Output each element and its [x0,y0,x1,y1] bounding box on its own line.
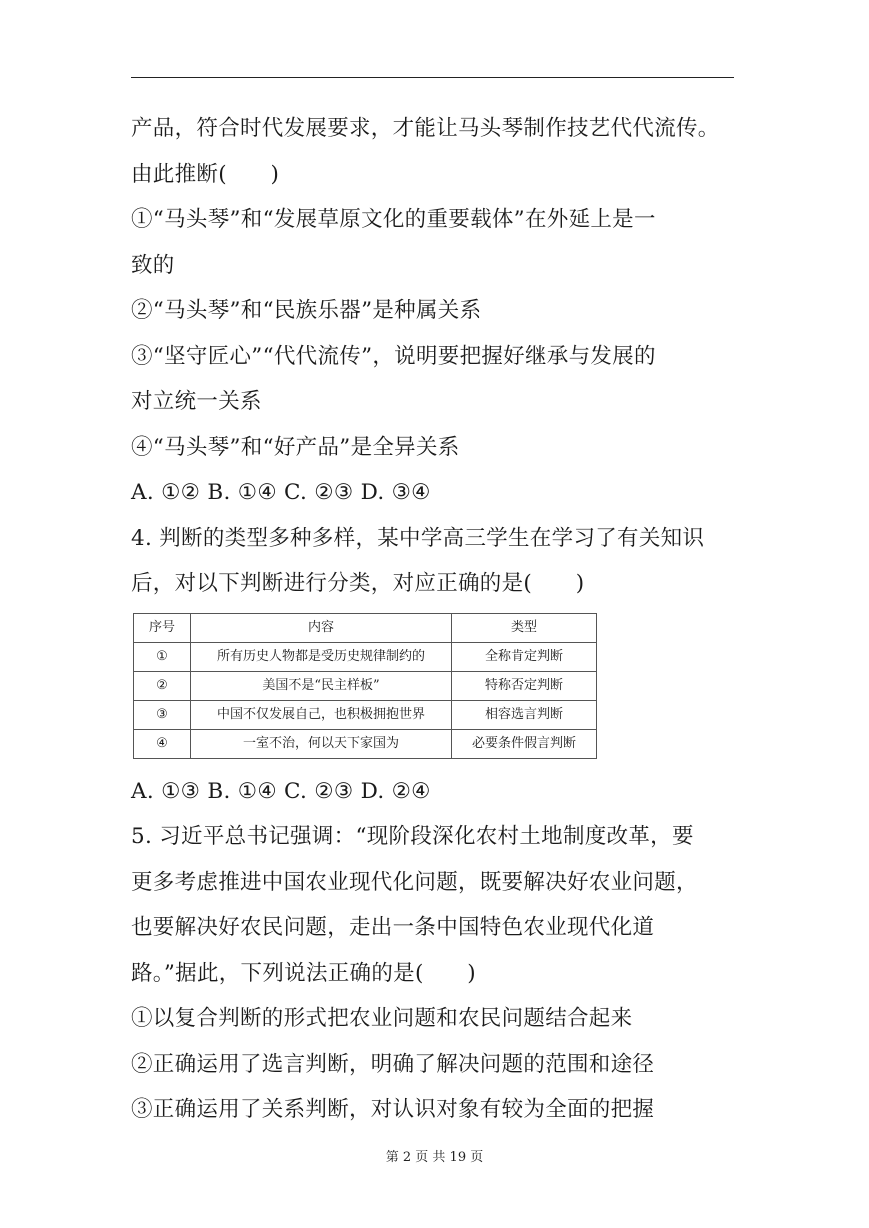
table-cell: ③ [134,700,191,729]
question-4-stem: 4. 判断的类型多种多样，某中学高三学生在学习了有关知识 [131,525,705,551]
table-cell: ① [134,642,191,671]
option-statement: ①以复合判断的形式把农业问题和农民问题结合起来 [131,1006,633,1031]
table-row [134,729,597,758]
header-cell: 内容 [191,613,452,642]
table-row [134,642,597,671]
table-cell: 美国不是“民主样板” [191,671,452,700]
option-statement: ②正确运用了选言判断，明确了解决问题的范围和途径 [131,1051,655,1077]
option-statement: ①“马头琴”和“发展草原文化的重要载体”在外延上是一 [131,207,656,232]
table-row [134,700,597,729]
table-row [134,671,597,700]
table-cell: 所有历史人物都是受历史规律制约的 [191,642,452,671]
table-cell: ④ [134,729,191,758]
option-statement-cont: 对立统一关系 [131,389,262,414]
option-statement: ④“马头琴”和“好产品”是全异关系 [131,434,460,460]
question-stem: 由此推断( ) [131,161,280,187]
text-block-2 [131,769,741,1133]
table-cell: ② [134,671,191,700]
document-body [131,106,741,1133]
table-cell: 中国不仅发展自己，也积极拥抱世界 [191,700,452,729]
judgment-table [133,613,597,759]
text-line: 产品，符合时代发展要求，才能让马头琴制作技艺代代流传。 [131,116,720,141]
option-statement: ②“马头琴”和“民族乐器”是种属关系 [131,298,482,323]
option-statement-cont: 致的 [131,252,175,278]
question-5-stem: 5. 习近平总书记强调：“现阶段深化农村土地制度改革，要 [131,824,694,849]
answer-choices: A. ①③ B. ①④ C. ②③ D. ②④ [131,778,431,804]
table-cell: 必要条件假言判断 [452,729,597,758]
answer-choices: A. ①② B. ①④ C. ②③ D. ③④ [131,480,431,505]
header-cell: 类型 [452,613,597,642]
table-cell: 一室不治，何以天下家国为 [191,729,452,758]
judgment-table-wrap [133,613,741,759]
text-block-1 [131,106,741,607]
table-cell: 全称肯定判断 [452,642,597,671]
option-statement: ③正确运用了关系判断，对认识对象有较为全面的把握 [131,1097,655,1122]
question-5-stem-cont: 更多考虑推进中国农业现代化问题，既要解决好农业问题， [131,869,698,895]
header-rule [131,77,734,78]
table-cell: 特称否定判断 [452,671,597,700]
question-5-stem-cont: 路。”据此，下列说法正确的是( ) [131,960,476,986]
question-4-stem-cont: 后，对以下判断进行分类，对应正确的是( ) [131,571,585,596]
option-statement: ③“坚守匠心”“代代流传”，说明要把握好继承与发展的 [131,343,656,369]
page-number-footer: 第 2 页 共 19 页 [385,1150,484,1165]
header-cell: 序号 [134,613,191,642]
table-cell: 相容选言判断 [452,700,597,729]
table-header-row [134,613,597,642]
question-5-stem-cont: 也要解决好农民问题，走出一条中国特色农业现代化道 [131,915,655,940]
